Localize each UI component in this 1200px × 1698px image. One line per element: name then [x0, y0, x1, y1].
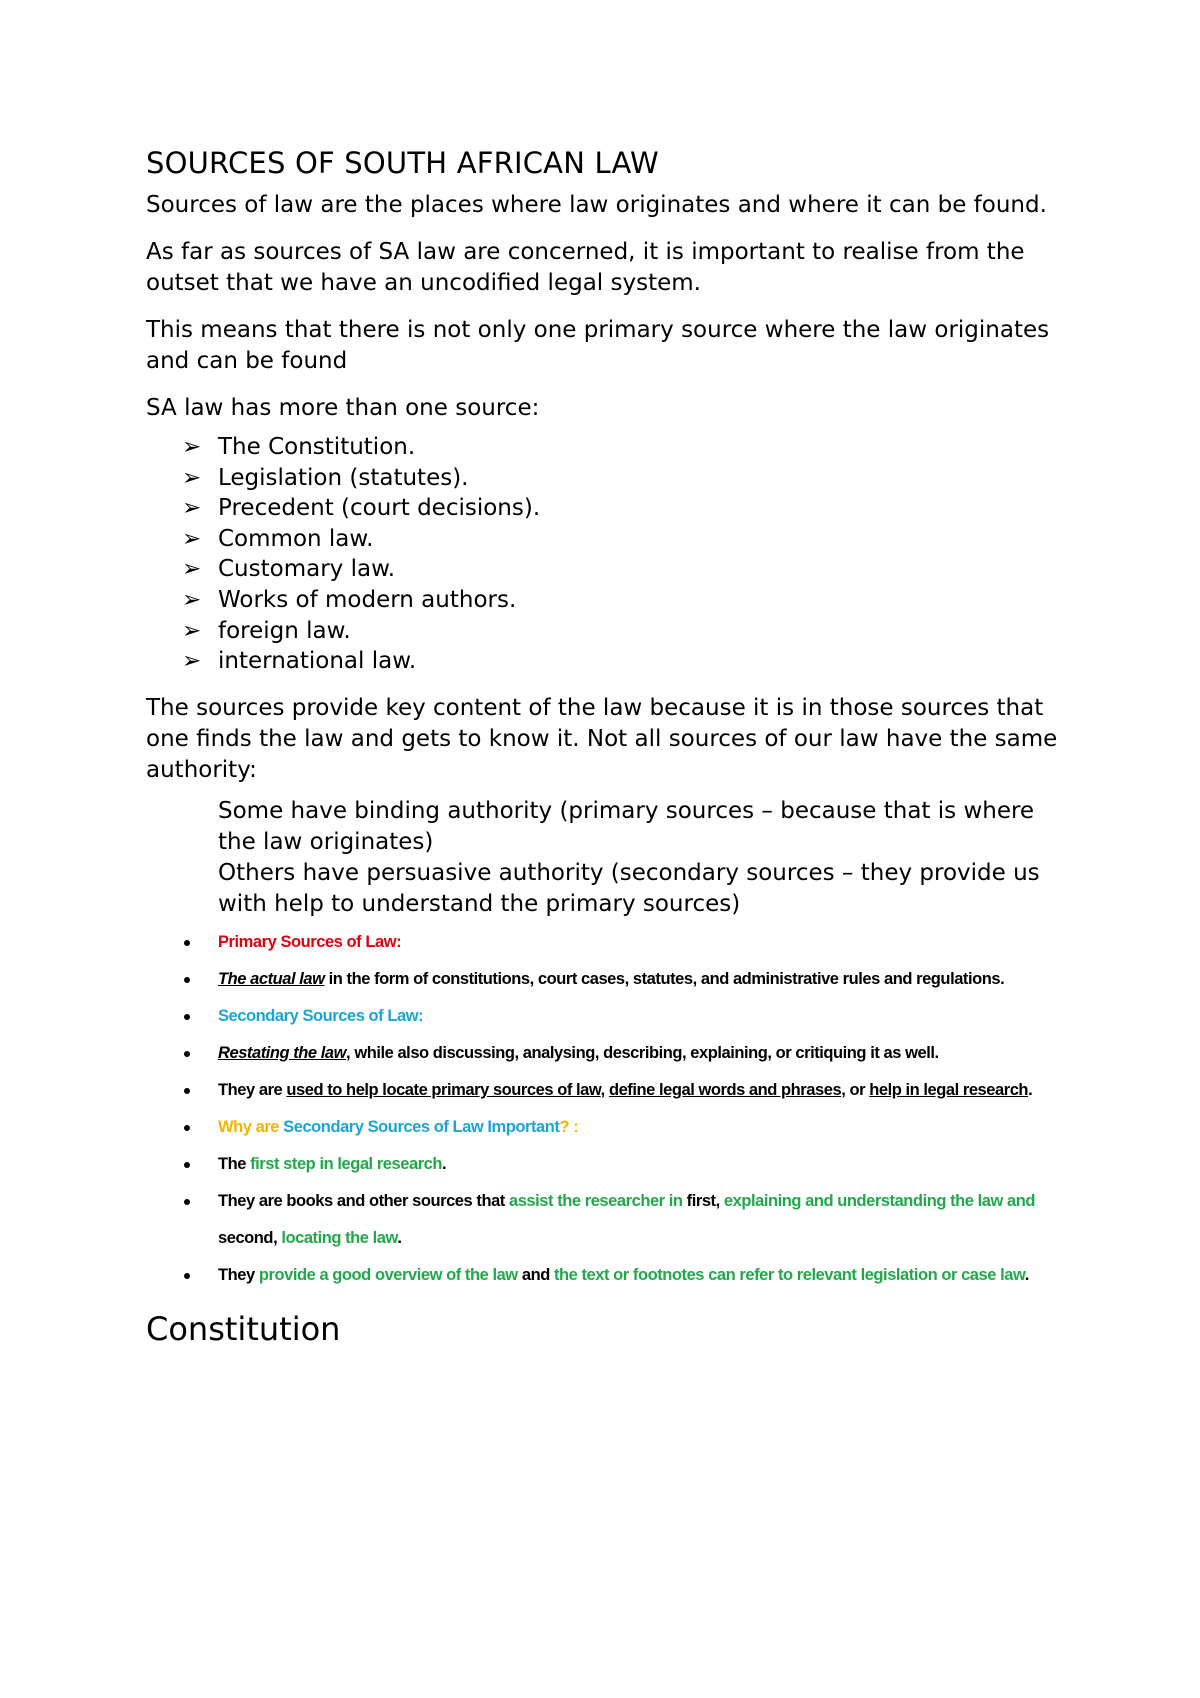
list-item: ➢ Customary law. [146, 554, 1076, 585]
bullet-dot-icon [184, 1051, 190, 1057]
secondary-sources-sublist [218, 1035, 1076, 1109]
list-item: Some have binding authority (primary sources – because that is where the law originates) [218, 797, 1035, 855]
list-item: ➢ foreign law. [146, 616, 1076, 647]
bullet-dot-icon [184, 1014, 190, 1020]
arrow-bullet-icon: ➢ [182, 495, 202, 522]
paragraph-more-than-one: SA law has more than one source: [146, 395, 540, 421]
paragraph-uncodified: As far as sources of SA law are concerned, it is important to realise from the outset that we have an uncodified legal system. [146, 239, 1025, 296]
bullet-dot-icon [184, 1125, 190, 1131]
list-item: ➢ international law. [146, 646, 1076, 677]
document-content [146, 146, 1076, 1348]
bullet-dot-icon [184, 1273, 190, 1279]
arrow-bullet-icon: ➢ [182, 556, 202, 583]
arrow-bullet-icon: ➢ [182, 525, 202, 552]
secondary-sources-item [146, 998, 1076, 1109]
primary-sources-heading: Primary Sources of Law: [218, 932, 402, 951]
list-item: ➢ Legislation (statutes). [146, 463, 1076, 494]
list-item: The actual law in the form of constitutions, court cases, statutes, and administrative rules and regulations. [218, 961, 1076, 998]
arrow-bullet-icon: ➢ [182, 464, 202, 491]
list-item: They are used to help locate primary sources of law, define legal words and phrases, or help in legal research. [218, 1072, 1076, 1109]
list-item: They are books and other sources that assist the researcher in first, explaining and understanding the law and second, locating the law. [218, 1183, 1076, 1257]
list-item: ➢ Common law. [146, 524, 1076, 555]
list-item: They provide a good overview of the law and the text or footnotes can refer to relevant legislation or case law. [218, 1257, 1076, 1294]
authority-list [146, 796, 1076, 920]
bullet-dot-icon [184, 1162, 190, 1168]
paragraph-authority: The sources provide key content of the law because it is in those sources that one finds the law and gets to know it. Not all sources of our law have the same authority: [146, 694, 1058, 783]
primary-sources-item [146, 924, 1076, 998]
bullet-dot-icon [184, 1199, 190, 1205]
document-title: SOURCES OF SOUTH AFRICAN LAW [146, 146, 659, 180]
arrow-bullet-icon: ➢ [182, 586, 202, 613]
list-item: Restating the law, while also discussing, analysing, describing, explaining, or critiquing it as well. [218, 1035, 1076, 1072]
arrow-bullet-icon: ➢ [182, 434, 202, 460]
sources-detail-list [146, 924, 1076, 1294]
list-item: ➢ Works of modern authors. [146, 585, 1076, 616]
list-item: The first step in legal research. [218, 1146, 1076, 1183]
list-item: Others have persuasive authority (secondary sources – they provide us with help to understand the primary sources) [218, 859, 1040, 917]
secondary-sources-heading: Secondary Sources of Law: [218, 1006, 424, 1025]
section-heading-constitution: Constitution [146, 1309, 341, 1348]
sources-list [146, 432, 1076, 677]
paragraph-definition: Sources of law are the places where law originates and where it can be found. [146, 192, 1047, 218]
primary-sources-sublist [218, 961, 1076, 998]
bullet-dot-icon [184, 940, 190, 946]
list-item: ➢ Precedent (court decisions). [146, 493, 1076, 524]
why-secondary-item: Why are Secondary Sources of Law Important? : The first step in legal research. They are books and other sources that assist the researcher in first, explaining and understanding the law and second, locating the law. They provide a good overview of the law and the text or footnotes can refer to relevant legislation or case law. [146, 1109, 1076, 1294]
bullet-dot-icon [184, 1088, 190, 1094]
paragraph-primary-source: This means that there is not only one primary source where the law originates and can be found [146, 317, 1050, 374]
arrow-bullet-icon: ➢ [182, 617, 202, 644]
bullet-dot-icon [184, 977, 190, 983]
why-secondary-sublist [218, 1146, 1076, 1294]
list-item: ➢ The Constitution. [146, 432, 1076, 463]
arrow-bullet-icon: ➢ [182, 648, 202, 675]
